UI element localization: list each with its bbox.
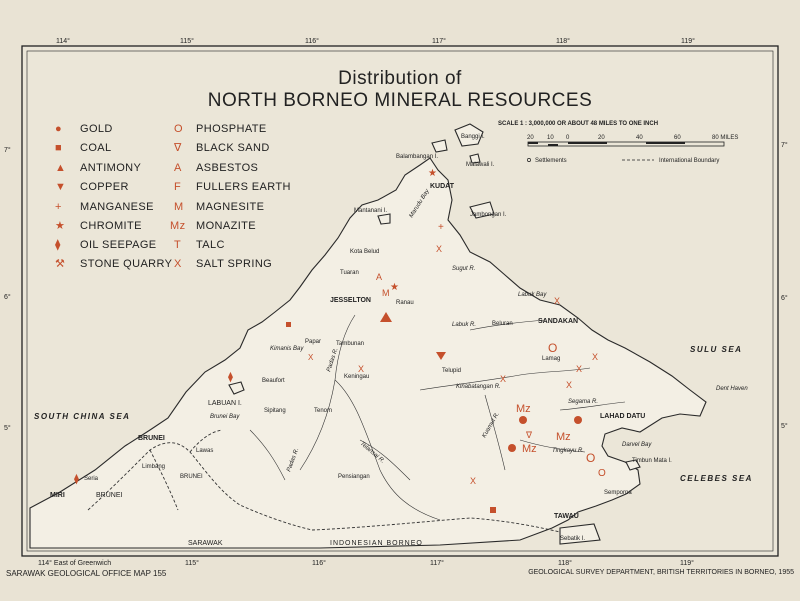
legend-salt-spring: SALT SPRING — [196, 258, 273, 270]
deg-left-6: 6° — [4, 294, 11, 301]
legend-black-sand: BLACK SAND — [196, 142, 270, 154]
stone-quarry-icon: ⚒ — [55, 258, 66, 270]
mineral-coal-tawau — [490, 507, 496, 513]
place-jambongan: Jambongan I. — [470, 212, 507, 218]
place-sebatik: Sebatik I. — [560, 536, 586, 542]
scale-tick-80: 80 MILES — [712, 135, 739, 141]
deg-top-116: 116° — [305, 38, 319, 45]
place-sandakan: SANDAKAN — [538, 318, 579, 325]
deg-bottom-117: 117° — [430, 560, 444, 567]
place-indonesian-borneo: INDONESIAN BORNEO — [330, 540, 423, 547]
place-labuan: LABUAN I. — [208, 400, 242, 407]
place-darvel-bay: Darvel Bay — [622, 442, 652, 448]
scale-tick-20w: 20 — [527, 135, 534, 141]
place-telansai-river: Telansai R. — [358, 440, 386, 465]
place-seria: Seria — [84, 476, 99, 482]
legend-asbestos: ASBESTOS — [196, 162, 259, 174]
scale-tick-10: 10 — [547, 135, 554, 141]
place-padas-river-lower: Padas R. — [286, 447, 301, 473]
place-kuamut-river: Kuamut R. — [481, 411, 501, 439]
legend-stone-quarry: STONE QUARRY — [80, 258, 173, 270]
place-kimanis-bay: Kimanis Bay — [270, 346, 304, 352]
deg-top-114: 114° — [56, 38, 70, 45]
mineral-manganese-marudu: + — [438, 222, 444, 233]
coal-square-icon: ■ — [55, 142, 63, 154]
place-brunei-town: BRUNEI — [138, 435, 165, 442]
magnesite-symbol: M — [174, 201, 184, 213]
mineral-oil-labuan: ⧫ — [228, 372, 233, 383]
mineral-salt-spring-marudu: X — [436, 244, 443, 254]
gold-dot-icon: ● — [55, 123, 63, 135]
place-lamag: Lamag — [542, 356, 561, 362]
deg-bottom-114: 114° East of Greenwich — [38, 560, 112, 567]
place-beluran: Beluran — [492, 321, 513, 327]
place-semporna: Semporna — [604, 490, 632, 496]
mineral-gold-segama-3 — [574, 416, 582, 424]
top-degree-labels — [56, 37, 695, 45]
scale-tick-20: 20 — [598, 135, 605, 141]
legend-oil-seepage: OIL SEEPAGE — [80, 239, 157, 251]
deg-bottom-118: 118° — [558, 560, 572, 567]
place-kudat: KUDAT — [430, 183, 454, 190]
place-brunei-border: BRUNEI — [180, 474, 203, 480]
place-kota-belud: Kota Belud — [350, 249, 380, 255]
mineral-coal-kimanis — [286, 322, 291, 327]
place-malawali: Malawali I. — [466, 162, 495, 168]
mineral-salt-spring-lamag-2: X — [592, 352, 599, 362]
bottom-degree-labels — [38, 559, 694, 567]
place-ranau: Ranau — [396, 300, 414, 306]
place-pensiangan: Pensiangan — [338, 474, 370, 480]
legend-gold: GOLD — [80, 123, 113, 135]
mineral-gold-segama-1 — [519, 416, 527, 424]
deg-right-5: 5° — [781, 423, 788, 430]
mineral-salt-spring-south: X — [470, 476, 477, 486]
place-balambangan: Balambangan I. — [396, 154, 439, 160]
place-miri: MIRI — [50, 492, 65, 499]
mineral-salt-spring-papar: X — [308, 353, 314, 362]
legend-coal: COAL — [80, 142, 112, 154]
mineral-salt-spring-sandakan: X — [554, 296, 561, 306]
place-labuk-bay: Labuk Bay — [518, 292, 547, 298]
asbestos-symbol: A — [174, 162, 182, 174]
place-sarawak: SARAWAK — [188, 540, 223, 547]
place-mantanani: Mantanani I. — [354, 208, 388, 214]
place-brunei-bay: Brunei Bay — [210, 414, 240, 420]
legend-talc: TALC — [196, 239, 225, 251]
deg-left-7: 7° — [4, 147, 11, 154]
phosphate-symbol: O — [174, 123, 183, 135]
place-banggi: Banggi I. — [461, 134, 485, 140]
settlements-key-label: Settlements — [535, 158, 567, 164]
antimony-triangle-icon: ▲ — [55, 162, 67, 174]
mineral-phosphate-semporna: O — [598, 468, 606, 479]
place-beaufort: Beaufort — [262, 378, 285, 384]
mineral-black-sand-segama: ∇ — [526, 430, 533, 440]
legend-manganese: MANGANESE — [80, 201, 154, 213]
deg-right-6: 6° — [781, 295, 788, 302]
place-lahad-datu: LAHAD DATU — [600, 413, 646, 420]
legend-phosphate: PHOSPHATE — [196, 123, 267, 135]
deg-bottom-116: 116° — [312, 560, 326, 567]
copper-triangle-icon: ▼ — [55, 181, 67, 193]
place-labuk-river: Labuk R. — [452, 322, 477, 328]
map-title-line1: Distribution of — [338, 68, 462, 89]
celebes-sea-label: CELEBES SEA — [680, 474, 753, 483]
place-sipitang: Sipitang — [264, 408, 286, 414]
mineral-phosphate-darvel: O — [586, 451, 596, 465]
map-title-line2: NORTH BORNEO MINERAL RESOURCES — [207, 90, 593, 111]
place-padas-river-upper: Padas R. — [326, 347, 340, 373]
legend-magnesite: MAGNESITE — [196, 201, 265, 213]
place-brunei-state: BRUNEI — [96, 492, 123, 499]
mineral-salt-spring-lamag-3: X — [566, 380, 573, 390]
deg-right-7: 7° — [781, 142, 788, 149]
deg-top-118: 118° — [556, 38, 570, 45]
deg-top-115: 115° — [180, 38, 194, 45]
deg-top-119: 119° — [681, 38, 695, 45]
place-tingkayu-river: Tingkayu R. — [552, 448, 584, 454]
place-tenom: Tenom — [314, 408, 333, 414]
chromite-star-icon: ★ — [55, 220, 66, 232]
legend-monazite: MONAZITE — [196, 220, 257, 232]
scale-tick-0: 0 — [566, 135, 570, 141]
place-jesselton: JESSELTON — [330, 297, 371, 304]
footer-right-label: GEOLOGICAL SURVEY DEPARTMENT, BRITISH TERRITORIES IN BORNEO, 1955 — [528, 569, 794, 576]
place-tuaran: Tuaran — [340, 270, 359, 276]
legend-fullers-earth: FULLERS EARTH — [196, 181, 291, 193]
fullers-earth-symbol: F — [174, 181, 182, 193]
place-dent-haven: Dent Haven — [716, 386, 748, 392]
legend-chromite: CHROMITE — [80, 220, 142, 232]
scale-tick-40: 40 — [636, 135, 643, 141]
black-sand-symbol: ∇ — [174, 142, 182, 154]
scale-text: SCALE 1 : 3,000,000 OR ABOUT 48 MILES TO ONE INCH — [498, 121, 659, 127]
mineral-asbestos-ranau: A — [376, 272, 383, 282]
deg-top-117: 117° — [432, 38, 446, 45]
place-lawas: Lawas — [196, 448, 214, 454]
mineral-chromite-kudat: ★ — [428, 168, 437, 179]
deg-bottom-119: 119° — [680, 560, 694, 567]
salt-spring-symbol: X — [174, 258, 182, 270]
mineral-salt-spring-lamag-1: X — [576, 364, 583, 374]
place-telupid: Telupid — [442, 368, 462, 374]
south-china-sea-label: SOUTH CHINA SEA — [34, 412, 131, 421]
mineral-salt-spring-keningau: X — [358, 364, 365, 374]
mineral-salt-spring-kinabatangan: X — [500, 374, 507, 384]
place-sugut-river: Sugut R. — [452, 266, 476, 272]
place-marudu-bay: Marudu Bay — [408, 188, 431, 220]
boundary-key-label: International Boundary — [659, 158, 720, 164]
legend-antimony: ANTIMONY — [80, 162, 142, 174]
mineral-oil-seria: ⧫ — [74, 474, 79, 485]
place-tawau: TAWAU — [554, 513, 579, 520]
place-timbun-mata: Timbun Mata I. — [632, 458, 672, 464]
place-papar: Papar — [305, 339, 322, 345]
place-segama-river: Segama R. — [568, 399, 599, 405]
manganese-cross-icon: + — [55, 201, 62, 213]
mineral-gold-segama-2 — [508, 444, 516, 452]
place-tambunan: Tambunan — [336, 341, 365, 347]
mineral-monazite-upper: Mz — [516, 403, 531, 415]
footer-left-label: SARAWAK GEOLOGICAL OFFICE MAP 155 — [6, 569, 167, 578]
deg-bottom-115: 115° — [185, 560, 199, 567]
mineral-magnesite-ranau: M — [382, 288, 390, 298]
place-kinabatangan-river: Kinabatangan R. — [456, 384, 501, 390]
talc-symbol: T — [174, 239, 182, 251]
monazite-symbol: Mz — [170, 220, 186, 232]
mineral-chromite-ranau: ★ — [390, 282, 399, 293]
mineral-monazite-tingkayu: Mz — [556, 431, 571, 443]
mineral-phosphate-lamag: O — [548, 341, 558, 355]
deg-left-5: 5° — [4, 425, 11, 432]
mineral-monazite-lower: Mz — [522, 443, 537, 455]
place-keningau: Keningau — [344, 374, 370, 380]
place-limbang: Limbang — [142, 464, 166, 470]
legend-copper: COPPER — [80, 181, 129, 193]
oil-seepage-icon: ⧫ — [55, 239, 61, 251]
sulu-sea-label: SULU SEA — [690, 345, 743, 354]
scale-tick-60: 60 — [674, 135, 681, 141]
